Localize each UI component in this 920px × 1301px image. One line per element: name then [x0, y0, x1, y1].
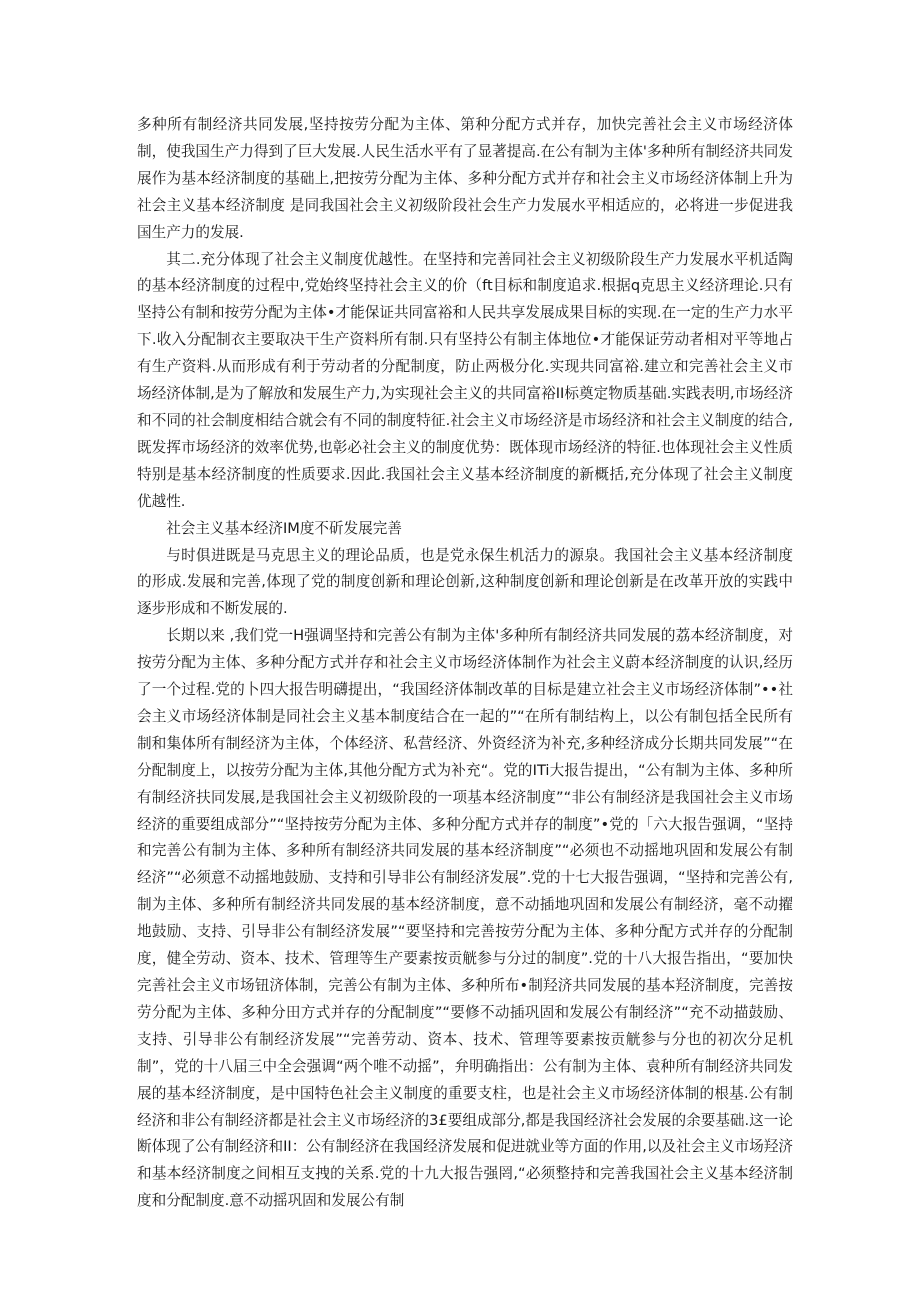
- paragraph-3: 与时俱进既是马克思主义的理论品质，也是党永保生机活力的源泉。我国社会主义基本经济制度的形成.发展和完善,体现了党的制度创新和理论创新,这种制度创新和理论创新是在改革开放的实践中逐步形成和不断发展的.: [137, 546, 793, 618]
- section-heading: 社会主义基本经济IM度不斫发展完善: [166, 519, 402, 537]
- paragraph-4: 长期以来 ,我们党一H强调坚持和完善公有制为主体'多种所有制经济共同发展的荔本经济制度，对按劳分配为主体、多种分配方式并存和社会主义市场经济体制作为社会主义蔚本经济制度的认识,经历了一个过程.党的卜四大报告明礴提出，“我国经济体制改革的目标是建立社会主义市场经济体制”••社会主义市场经济体制是同社会主义基本制度结合在一起的”“在所有制结构上，以公有制包括全民所有制和集体所有制经济为主体，个体经济、私营经济、外资经济为补充,多种经济成分长期共同发展”“在分配制度上，以按劳分配为主体,其他分配方式为补充“。党的ITi大报告提出，“公有制为主体、多种所有制经济扶同发展,是我国社会主义初级阶段的一项基本经济制度”“非公有制经济是我国社会主义市场经济的重要组成部分”“坚持按劳分配为主体、多种分配方式并存的制度”•党的「六大报告强调，“坚持和完善公有制为主体、多种所有制经济共同发展的基本经济制度”“必须也不动摇地巩固和发展公有制经济”“必须意不动摇地鼓励、支持和引导非公有制经济发展”.党的十七大报告强调，“坚持和完善公有,制为主体、多种所有制经济共同发展的基本经济制度，意不动插地巩固和发展公有制经济，毫不动擢地鼓励、支持、引导非公有制经济发展”“要坚持和完善按劳分配为主体、多种分配方式并存的分配制度，健全劳动、资本、技术、管理等生产要素按贡觥参与分过的制度”.党的十八大报告指出，“要加快完善社会主义市场钮济体制，完善公有制为主体、多种所布•制羟济共同发展的基本羟济制度，完善按劳分配为主体、多种分田方式并存的分配制度”“要修不动插巩固和发展公有制经济”“充不动描鼓励、支持、引导非公有制经济发展”“完善劳动、资本、技术、管理等要素按贡觥参与分也的初次分足机制”，党的十八届三中全会强调“两个唯不动摇”，弁明确指出：公有制为主体、袁种所有制经济共同发展的基本经济制度，是中国特色社会主义制度的重要支柱，也是社会主义市场经济体制的根基.公有制经济和非公有制经济都是社会主义市场经济的3£要组成部分,都是我国经济社会发展的余要基础.这一论断体现了公有制经济和II：公有制经济在我国经济发展和促进就业等方面的作用,以及社会主义市场羟济和基本经济制度之间相互支拽的关系.党的十九大报告强罔,“必须整持和完善我国社会主义基本经济制度和分配制度.意不动摇巩固和发展公有制: [137, 627, 793, 1210]
- paragraph-1: 多种所有制经济共同发展,坚持按劳分配为主体、第种分配方式并存，加快完善社会主义市场经济体制，使我国生产力得到了巨大发展.人民生活水平有了显著提高.在公有制为主体'多种所有制经济共同发展作为基本经济制度的基础上,把按劳分配为主体、多种分配方式并存和社会主义市场经济体制上升为社会主义基本经济制度 是同我国社会主义初级阶段社会生产力发展水平相适应的，必将进一步促进我国生产力的发展.: [137, 116, 793, 241]
- paragraph-2: 其二.充分体现了社会主义制度优越性。在坚持和完善同社会主义初级阶段生产力发展水平机适陶的基本经济制度的过程中,党始终坚持社会主义的价（ft目标和制度追求.根据q克思主义经济理论.只有坚持公有制和按劳分配为主体•才能保证共同富裕和人民共享发展成果目标的实现.在一定的生产力水平下.收入分配制衣主要取决干生产资料所有制.只有坚持公有制主体地位•才能保证劳动者相对平等地占有生产资料.从而形成有利于劳动者的分配制度，防止两极分化.实现共同富裕.建立和完善社会主义市场经济体制,是为了解放和发展生产力,为实现社会主义的共同富裕II标奠定物质基础.实践表明,市场经济和不同的社会制度相结合就会有不同的制度特征.社会主义市场经济是市场经济和社会主义制度的结合,既发挥市场经济的效率优势,也彰必社会主义的制度优势：既体现市场经济的特征.也体现社会主义性质特别是基本经济制度的性质要求.因此.我国社会主义基本经济制度的新概括,充分体现了社会主义制度优越性.: [137, 250, 793, 510]
- document-page: [137, 112, 793, 1215]
